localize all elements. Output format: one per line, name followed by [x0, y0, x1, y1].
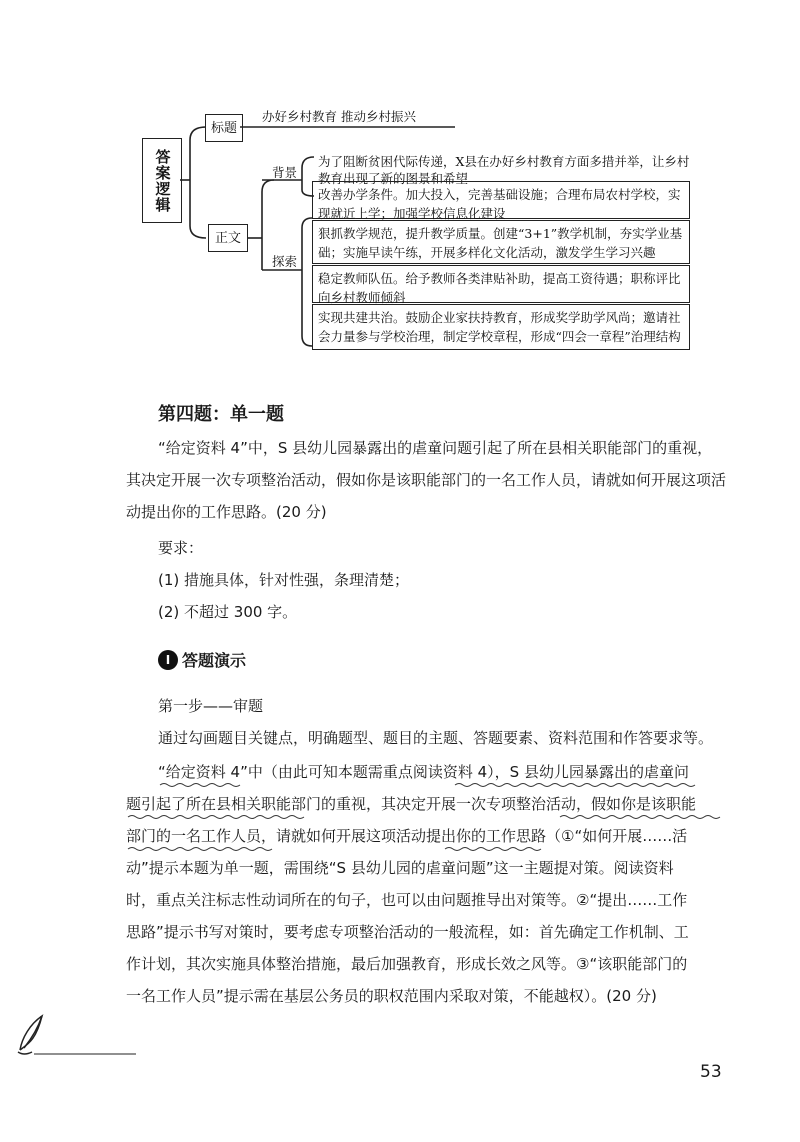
- mindmap-title-text: 办好乡村教育 推动乡村振兴: [262, 109, 416, 124]
- mindmap-explore-item-text: 狠抓教学规范，提升教学质量。创建“3+1”教学机制，夯实学业基础；实施早读午练，开展多样化文化活动，激发学生学习兴趣: [318, 226, 683, 260]
- analysis-line: 一名工作人员”提示需在基层公务员的职权范围内采取对策，不能越权）。(20 分): [126, 987, 657, 1005]
- mindmap-body-node-label: 正文: [214, 230, 241, 246]
- analysis-line: 部门的一名工作人员，请就如何开展这项活动提出你的工作思路（①“如何开展……活: [126, 827, 688, 845]
- mindmap-root-label: 答案逻辑: [153, 148, 172, 213]
- mindmap-explore-item-text: 改善办学条件。加大投入，完善基础设施；合理布局农村学校，实现就近上学；加强学校信息化建设: [318, 187, 681, 221]
- analysis-line: 时，重点关注标志性动词所在的句子，也可以由问题推导出对策等。②“提出……工作: [126, 891, 688, 909]
- demo-intro: 通过勾画题目关键点，明确题型、题目的主题、答题要素、资料范围和作答要求等。: [158, 729, 714, 747]
- mindmap-explore-item-text: 稳定教师队伍。给予教师各类津贴补助，提高工资待遇；职称评比向乡村教师倾斜: [318, 271, 681, 305]
- mindmap-background-text: 为了阻断贫困代际传递，X县在办好乡村教育方面多措并举，让乡村教育出现了新的图景和希望: [318, 154, 690, 186]
- question-line: “给定资料 4”中，S 县幼儿园暴露出的虐童问题引起了所在县相关职能部门的重视，: [158, 439, 713, 457]
- question-line: 其决定开展一次专项整治活动，假如你是该职能部门的一名工作人员，请就如何开展这项活: [126, 471, 727, 489]
- step-title: 第一步——审题: [158, 697, 264, 715]
- analysis-line: 题引起了所在县相关职能部门的重视，其决定开展一次专项整治活动，假如你是该职能: [126, 795, 697, 813]
- section-badge-text: I: [165, 653, 171, 667]
- demo-heading: 答题演示: [182, 651, 247, 670]
- page-number: 53: [700, 1062, 722, 1082]
- mindmap-explore-item-text: 实现共建共治。鼓励企业家扶持教育，形成奖学助学风尚；邀请社会力量参与学校治理，制定学校章程，形成“四会一章程”治理结构: [318, 310, 681, 344]
- question-line: 动提出你的工作思路。(20 分): [126, 503, 327, 521]
- quill-pen-icon: [8, 1010, 138, 1060]
- requirement-2: (2) 不超过 300 字。: [158, 603, 298, 621]
- analysis-line: “给定资料 4”中（由此可知本题需重点阅读资料 4），S 县幼儿园暴露出的虐童问: [158, 763, 689, 781]
- requirement-label: 要求：: [158, 539, 204, 557]
- mindmap-explore-label: 探索: [272, 254, 298, 269]
- question-heading: 第四题：单一题: [158, 404, 284, 425]
- mindmap-title-node-label: 标题: [210, 120, 237, 136]
- requirement-1: (1) 措施具体，针对性强，条理清楚；: [158, 571, 410, 589]
- analysis-line: 作计划，其次实施具体整治措施，最后加强教育，形成长效之风等。③“该职能部门的: [126, 955, 688, 973]
- analysis-line: 动”提示本题为单一题，需围绕“S 县幼儿园的虐童问题”这一主题提对策。阅读资料: [126, 859, 674, 877]
- mindmap-background-label: 背景: [272, 165, 298, 180]
- analysis-line: 思路”提示书写对策时，要考虑专项整治活动的一般流程，如：首先确定工作机制、工: [126, 923, 689, 941]
